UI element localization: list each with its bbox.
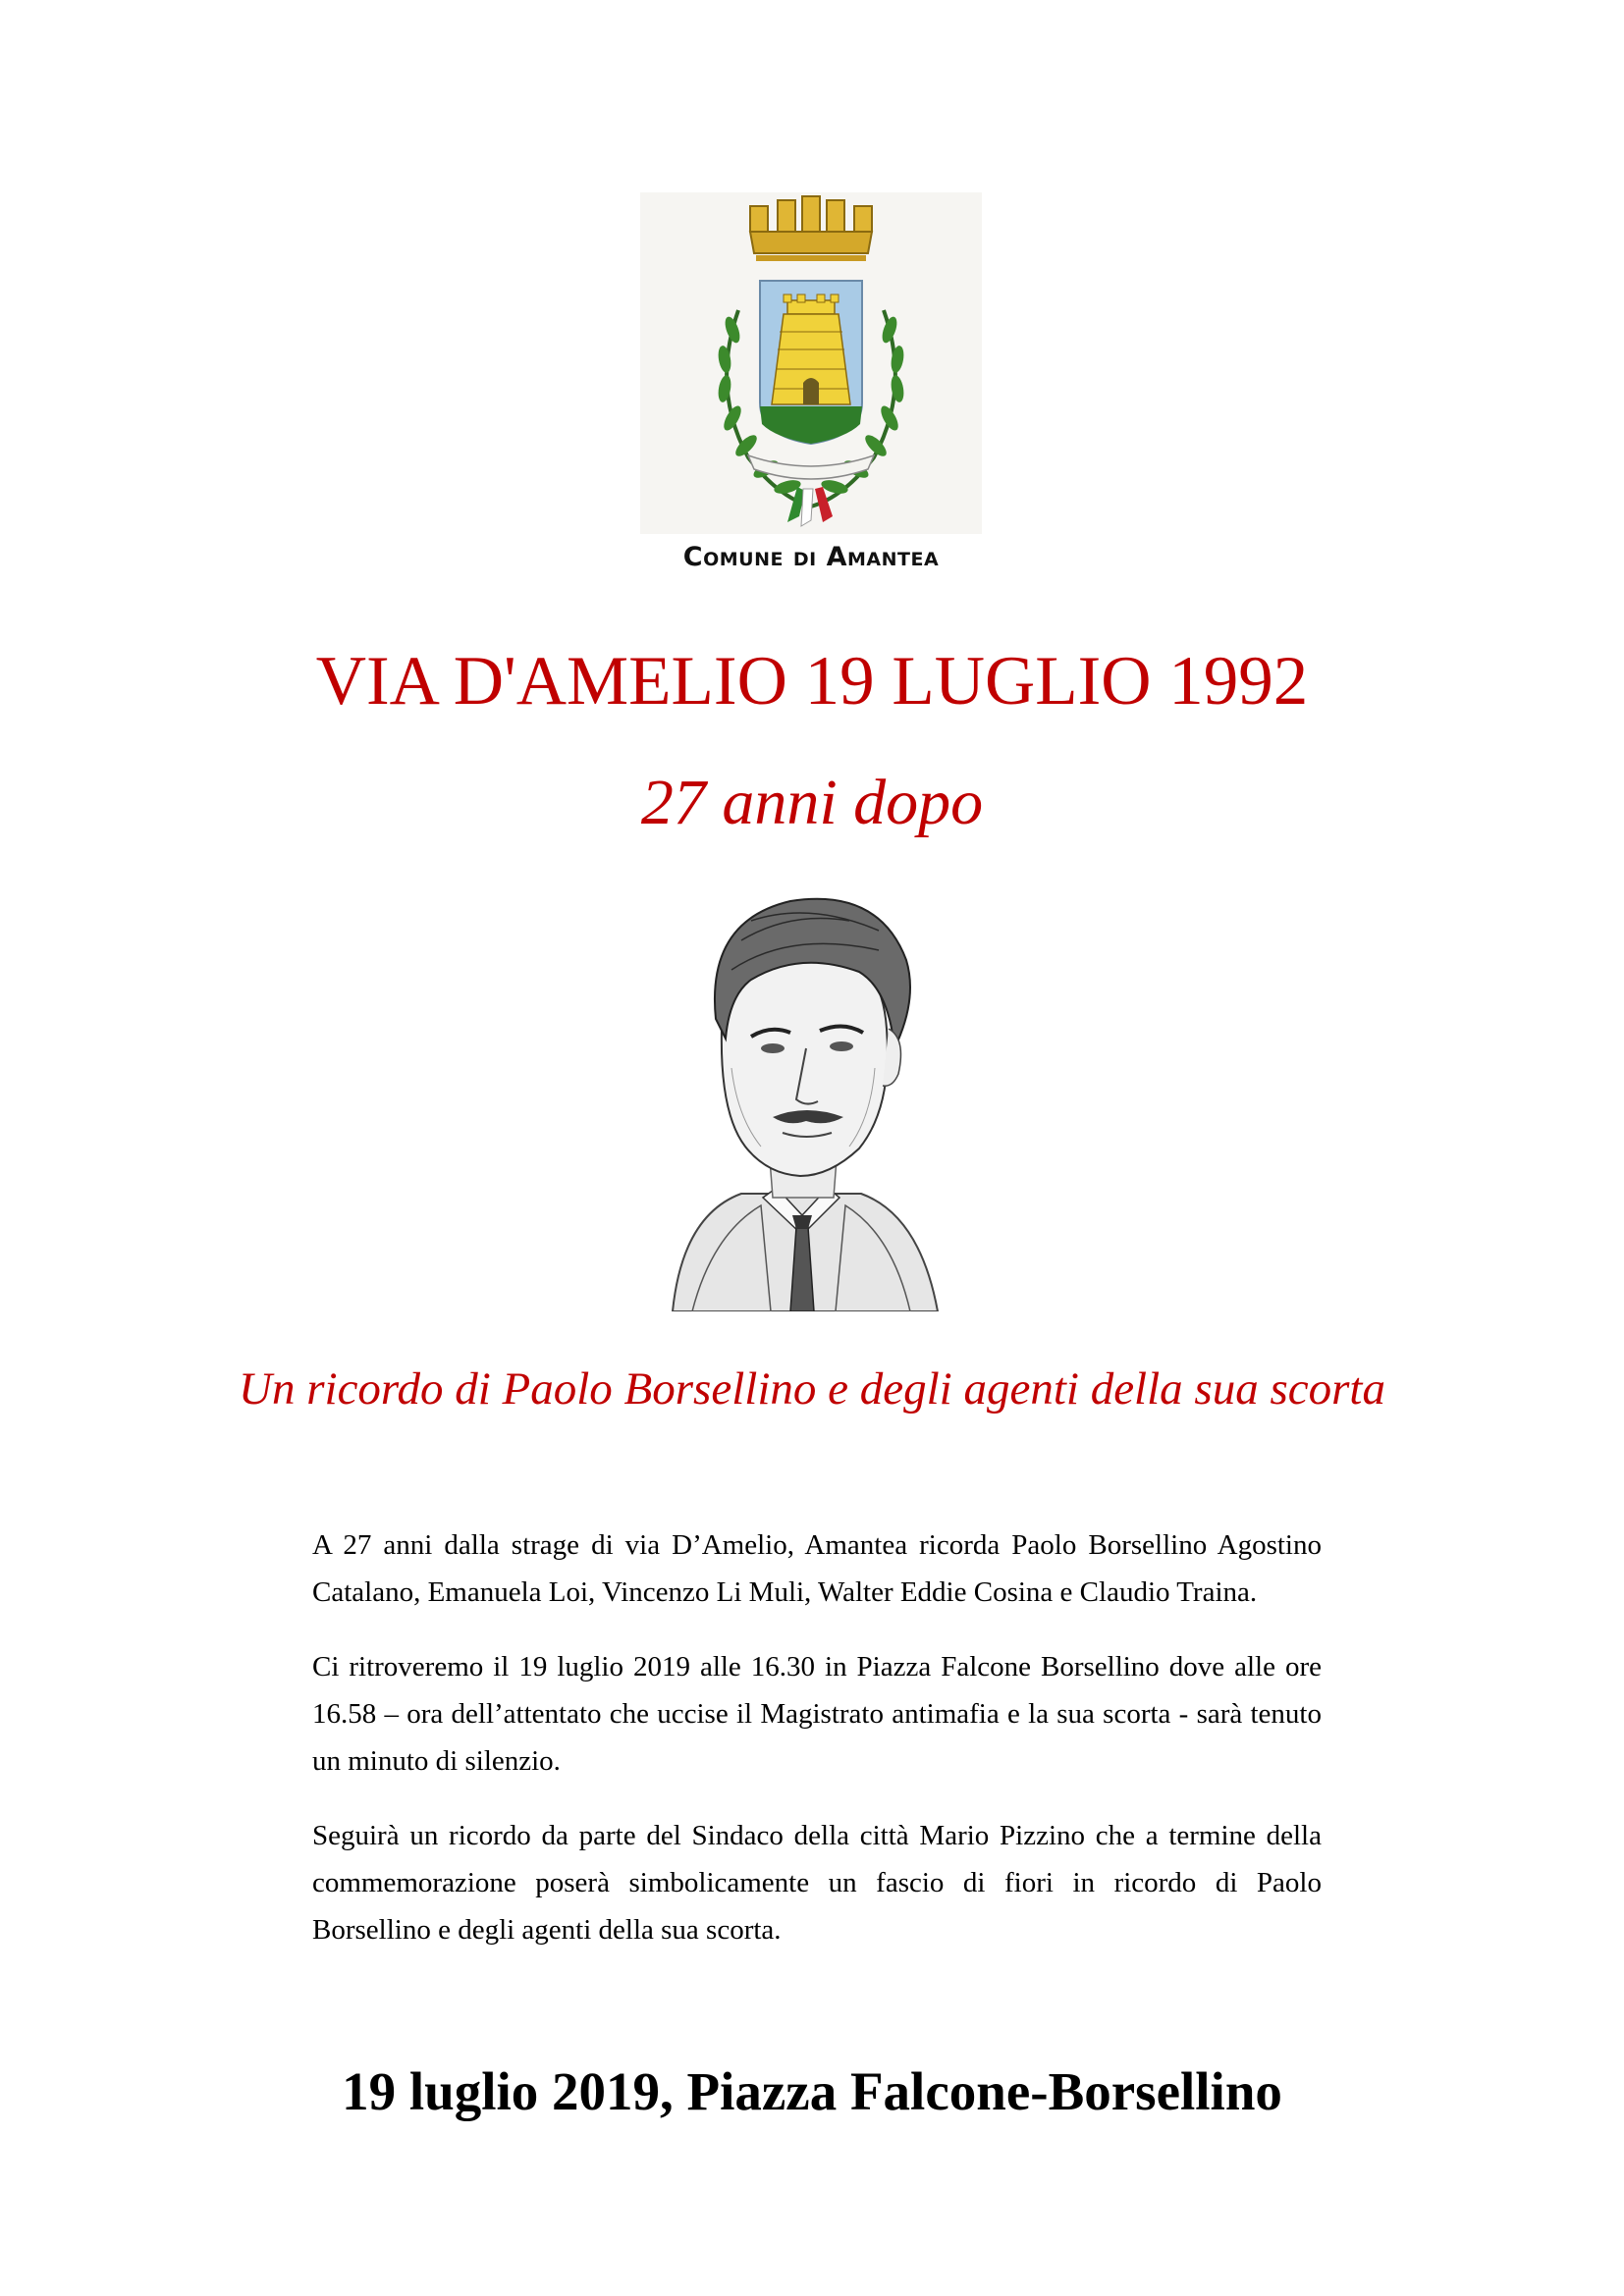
coat-of-arms-icon: [640, 192, 982, 534]
footer-date-location: 19 luglio 2019, Piazza Falcone-Borsellino: [342, 2061, 1282, 2121]
crown-icon: [750, 196, 872, 261]
page-title: VIA D'AMELIO 19 LUGLIO 1992: [315, 643, 1309, 720]
shield-icon: [760, 281, 862, 444]
paragraph: A 27 anni dalla strage di via D’Amelio, Amantea ricorda Paolo Borsellino Agostino Catalano, Emanuela Loi, Vincenzo Li Muli, Walter Eddie Cosina e Claudio Traina.: [312, 1529, 1322, 1608]
paragraph: Ci ritroveremo il 19 luglio 2019 alle 16.30 in Piazza Falcone Borsellino dove alle ore 16.58 – ora dell’attentato che uccise il Magistrato antimafia e la sua scorta - sarà tenuto un minuto di silenzio.: [312, 1651, 1322, 1777]
caption: Un ricordo di Paolo Borsellino e degli agenti della sua scorta: [239, 1363, 1385, 1415]
page-subtitle: 27 anni dopo: [640, 767, 984, 838]
comune-name: Comune di Amantea: [682, 542, 940, 572]
portrait-sketch-icon: [653, 881, 949, 1311]
ribbon-icon: [748, 455, 874, 526]
body-text: [312, 1522, 1322, 1981]
paragraph: Seguirà un ricordo da parte del Sindaco della città Mario Pizzino che a termine della commemorazione poserà simbolicamente un fascio di fiori in ricordo di Paolo Borsellino e degli agenti della sua scorta.: [312, 1820, 1322, 1946]
